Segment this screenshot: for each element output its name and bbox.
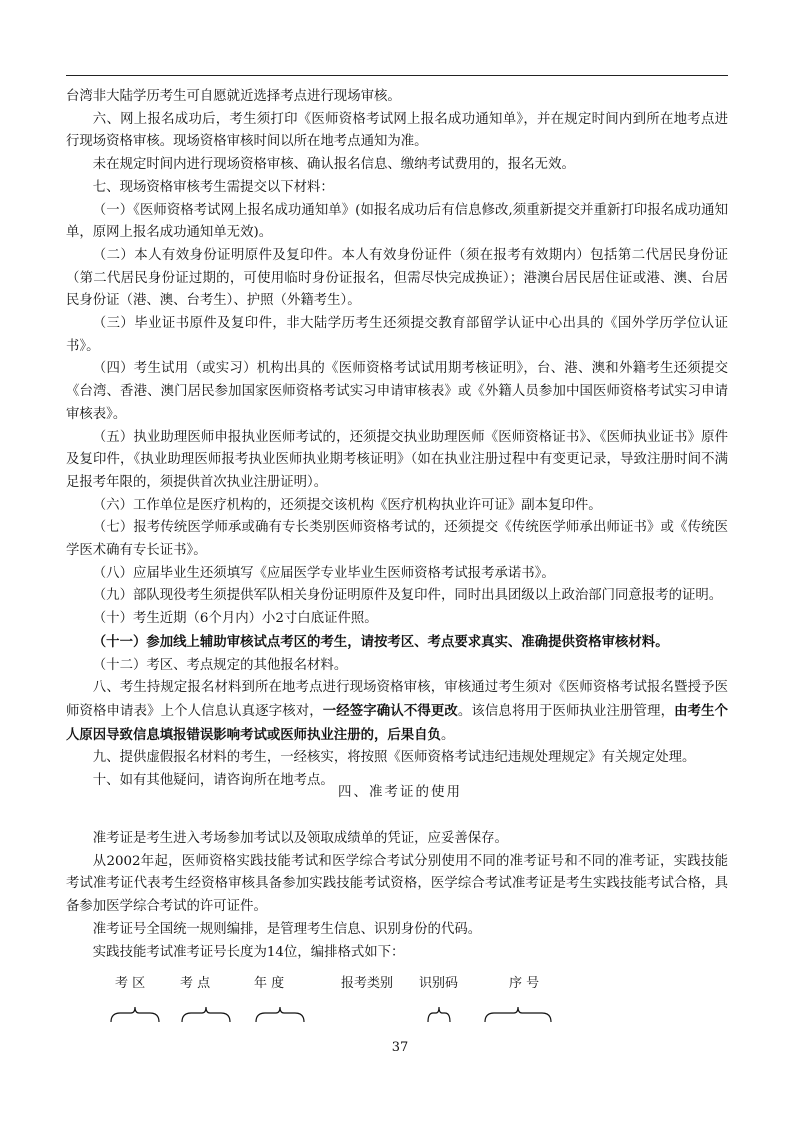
text-span: （六）工作单位是医疗机构的，还须提交该机构《医疗机构执业许可证》副本复印件。	[92, 497, 602, 513]
bold-text: 由考生个人原因导致信息填报错误影响考试或医师执业注册的，后果自负	[66, 702, 729, 743]
paragraph	[66, 177, 728, 200]
label-exam-site: 考 点	[180, 976, 211, 991]
text-span: 九、提供虚假报名材料的考生，一经核实，将按照《医师资格考试违纪违规处理规定》有关规定处理。	[92, 750, 696, 766]
paragraph	[66, 86, 728, 109]
paragraph	[66, 427, 728, 495]
paragraph	[66, 677, 728, 747]
text-span: 台湾非大陆学历考生可自愿就近选择考点进行现场审核。	[66, 89, 401, 104]
text-span: （一）《医师资格考试网上报名成功通知单》(如报名成功后有信息修改,须重新提交并重新打印报名成功通知单，原网上报名成功通知单无效)。	[66, 202, 728, 241]
text-span: （八）应届毕业生还须填写《应届医学专业毕业生医师资格考试报考承诺书》。	[92, 565, 555, 581]
brace-exam-area	[110, 1006, 160, 1024]
paragraph	[66, 919, 728, 942]
text-span: （十二）考区、考点规定的其他报名材料。	[92, 657, 348, 673]
label-exam-area: 考 区	[115, 976, 146, 991]
text-span: （二）本人有效身份证明原件及复印件。本人有效身份证件（须在报考有效期内）包括第二代居民身份证（第二代居民身份证过期的，可使用临时身份证报名，但需尽快完成换证）；港澳台居民居住证或港、澳、台居民身份证（港、澳、台考生）、护照（外籍考生）。	[66, 247, 728, 309]
label-category: 报考类别	[341, 976, 394, 991]
text-span: （四）考生试用（或实习）机构出具的《医师资格考试试用期考核证明》，台、港、澳和外籍考生还须提交《台湾、香港、澳门居民参加国家医师资格考试实习申请审核表》或《外籍人员参加中国医师资格考试实习申请审核表》。	[66, 361, 728, 422]
label-sequence: 序 号	[509, 976, 540, 991]
text-span: 实践技能考试准考证号长度为14位，编排格式如下：	[92, 944, 405, 960]
text-span: 七、现场资格审核考生需提交以下材料：	[92, 179, 334, 195]
text-span: 未在规定时间内进行现场资格审核、确认报名信息、缴纳考试费用的，报名无效。	[92, 157, 575, 173]
paragraph	[66, 109, 728, 154]
brace-exam-site	[181, 1006, 231, 1024]
paragraph	[66, 655, 728, 678]
paragraph	[66, 517, 728, 562]
section-heading: 四、准考证的使用	[338, 784, 462, 800]
paragraph	[66, 495, 728, 518]
text-span: 十、如有其他疑问，请咨询所在地考点。	[92, 773, 334, 789]
text-span: （七）报考传统医学师承或确有专长类别医师资格考试的，还须提交《传统医学师承出师证书》或《传统医学医术确有专长证书》。	[66, 520, 728, 559]
text-span: 。该信息将用于医师执业注册管理，	[457, 703, 675, 719]
text-span: （九）部队现役考生须提供军队相关身份证明原件及复印件，同时出具团级以上政治部门同意报考的证明。	[92, 588, 723, 604]
page-number: 37	[391, 1040, 409, 1055]
text-span: 。	[440, 727, 455, 743]
brace-year	[255, 1006, 305, 1024]
text-span: 八、考生持规定报名材料到所在地考点进行现场资格审核，审核通过考生须对《医师资格考试报名暨授予医师资格申请表》上个人信息认真逐字核对，	[66, 680, 728, 719]
paragraph	[66, 563, 728, 586]
paragraph	[66, 200, 728, 245]
bold-text: （十一）参加线上辅助审核试点考区的考生，请按考区、考点要求真实、准确提供资格审核材料。	[92, 633, 669, 650]
paragraph	[66, 828, 728, 851]
text-span: （三）毕业证书原件及复印件，非大陆学历考生还须提交教育部留学认证中心出具的《国外学历学位认证书》。	[66, 316, 728, 354]
text-span: （十）考生近期（6个月内）小2寸白底证件照。	[92, 611, 378, 627]
paragraph	[66, 154, 728, 177]
text-span: 六、网上报名成功后，考生须打印《医师资格考试网上报名成功通知单》，并在规定时间内到所在地考点进行现场资格审核。现场资格审核时间以所在地考点通知为准。	[66, 111, 728, 150]
main-text-2	[66, 828, 728, 964]
header-rule	[66, 75, 728, 76]
paragraph	[66, 358, 728, 426]
paragraph	[66, 942, 728, 965]
paragraph	[66, 851, 728, 919]
paragraph	[66, 747, 728, 770]
paragraph	[66, 245, 728, 313]
paragraph	[66, 608, 728, 631]
text-span: 从2002年起，医师资格实践技能考试和医学综合考试分别使用不同的准考证号和不同的准考证，实践技能考试准考证代表考生经资格审核具备参加实践技能考试资格，医学综合考试准考证是考生实践技能考试合格，具备参加医学综合考试的许可证件。	[66, 853, 728, 915]
label-year: 年 度	[254, 976, 285, 991]
paragraph	[66, 313, 728, 358]
text-span: 准考证号全国统一规则编排，是管理考生信息、识别身份的代码。	[92, 921, 482, 937]
paragraph	[66, 585, 728, 608]
bold-text: 一经签字确认不得更改	[322, 702, 458, 719]
main-text	[66, 86, 728, 793]
brace-sequence	[484, 1006, 552, 1024]
text-span: （五）执业助理医师申报执业医师考试的，还须提交执业助理医师《医师资格证书》、《医师执业证书》原件及复印件，《执业助理医师报考执业医师执业期考核证明》（如在执业注册过程中有变更记录，导致注册时间不满足报考年限的，须提供首次执业注册证明）。	[66, 429, 728, 490]
paragraph	[66, 631, 728, 655]
text-span: 准考证是考生进入考场参加考试以及领取成绩单的凭证，应妥善保存。	[92, 831, 508, 846]
label-id-code: 识别码	[419, 976, 459, 991]
brace-id-code	[427, 1006, 451, 1024]
